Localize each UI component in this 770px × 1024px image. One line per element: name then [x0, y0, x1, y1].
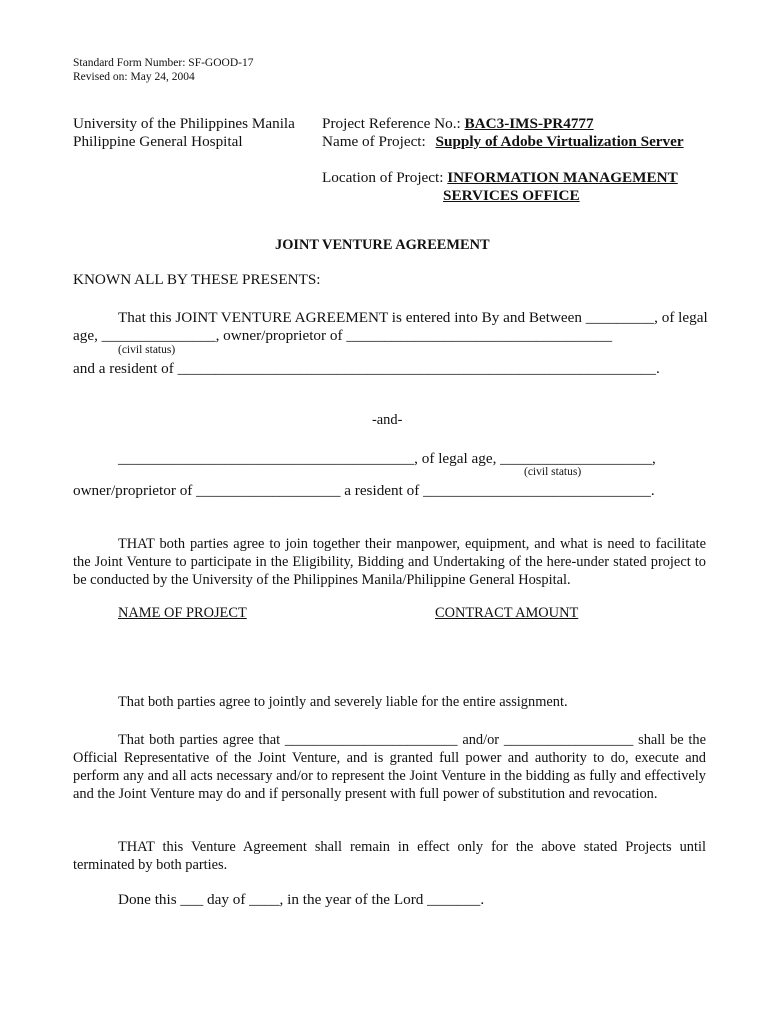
project-name [322, 133, 684, 151]
and-separator: -and- [372, 412, 403, 428]
institution-line1: University of the Philippines Manila [73, 115, 295, 132]
party1-line3: and a resident of _______________________________________________________________. [73, 360, 660, 377]
project-name-label: Name of Project: [322, 133, 426, 150]
party2-civil-status-caption: (civil status) [524, 466, 582, 478]
party1-civil-status-caption: (civil status) [118, 344, 176, 356]
project-reference-value: BAC3-IMS-PR4777 [464, 115, 594, 132]
institution-line2: Philippine General Hospital [73, 133, 243, 150]
project-reference [322, 115, 594, 133]
revised-date: Revised on: May 24, 2004 [73, 71, 195, 83]
header-contract-amount: CONTRACT AMOUNT [435, 605, 579, 621]
paragraph-remain-in-effect: THAT this Venture Agreement shall remain in effect only for the above stated Projects until terminated by both parties. [73, 839, 706, 873]
project-reference-label: Project Reference No.: [322, 115, 461, 132]
project-location [322, 169, 678, 187]
header-name-of-project: NAME OF PROJECT [118, 605, 247, 621]
party2-line1: _______________________________________, of legal age, ____________________, [118, 450, 656, 467]
paragraph-join-together: THAT both parties agree to join together their manpower, equipment, and what is need to facilitate the Joint Venture to participate in the Eligibility, Bidding and Undertaking of the here-under stated project to be conducted by the University of the Philippines Manila/Philippine General Hospital. [73, 536, 706, 588]
party2-line2: owner/proprietor of ___________________ a resident of ______________________________. [73, 482, 655, 499]
paragraph-jointly-liable: That both parties agree to jointly and severely liable for the entire assignment. [118, 694, 568, 710]
form-number: Standard Form Number: SF-GOOD-17 [73, 57, 254, 69]
done-this-line: Done this ___ day of ____, in the year of the Lord _______. [118, 891, 485, 908]
document-title: JOINT VENTURE AGREEMENT [275, 237, 490, 253]
project-name-value: Supply of Adobe Virtualization Server [435, 133, 684, 150]
party1-line2: age, _______________, owner/proprietor of ___________________________________ [73, 327, 613, 344]
paragraph-official-representative: That both parties agree that ________________________ and/or __________________ shall be the Official Representative of the Joint Venture, and is granted full power and authority to do, execute and perform any and all acts necessary and/or to represent the Joint Venture in the bidding as fully and effectively and the Joint Venture may do and if personally present with full power of substitution and revocation. [73, 732, 706, 802]
project-location-label: Location of Project: [322, 169, 444, 186]
project-location-line2: SERVICES OFFICE [443, 187, 580, 204]
project-location-line1: INFORMATION MANAGEMENT [447, 169, 678, 186]
known-all-heading: KNOWN ALL BY THESE PRESENTS: [73, 271, 321, 288]
party1-line1: That this JOINT VENTURE AGREEMENT is entered into By and Between _________, of legal [118, 309, 708, 326]
